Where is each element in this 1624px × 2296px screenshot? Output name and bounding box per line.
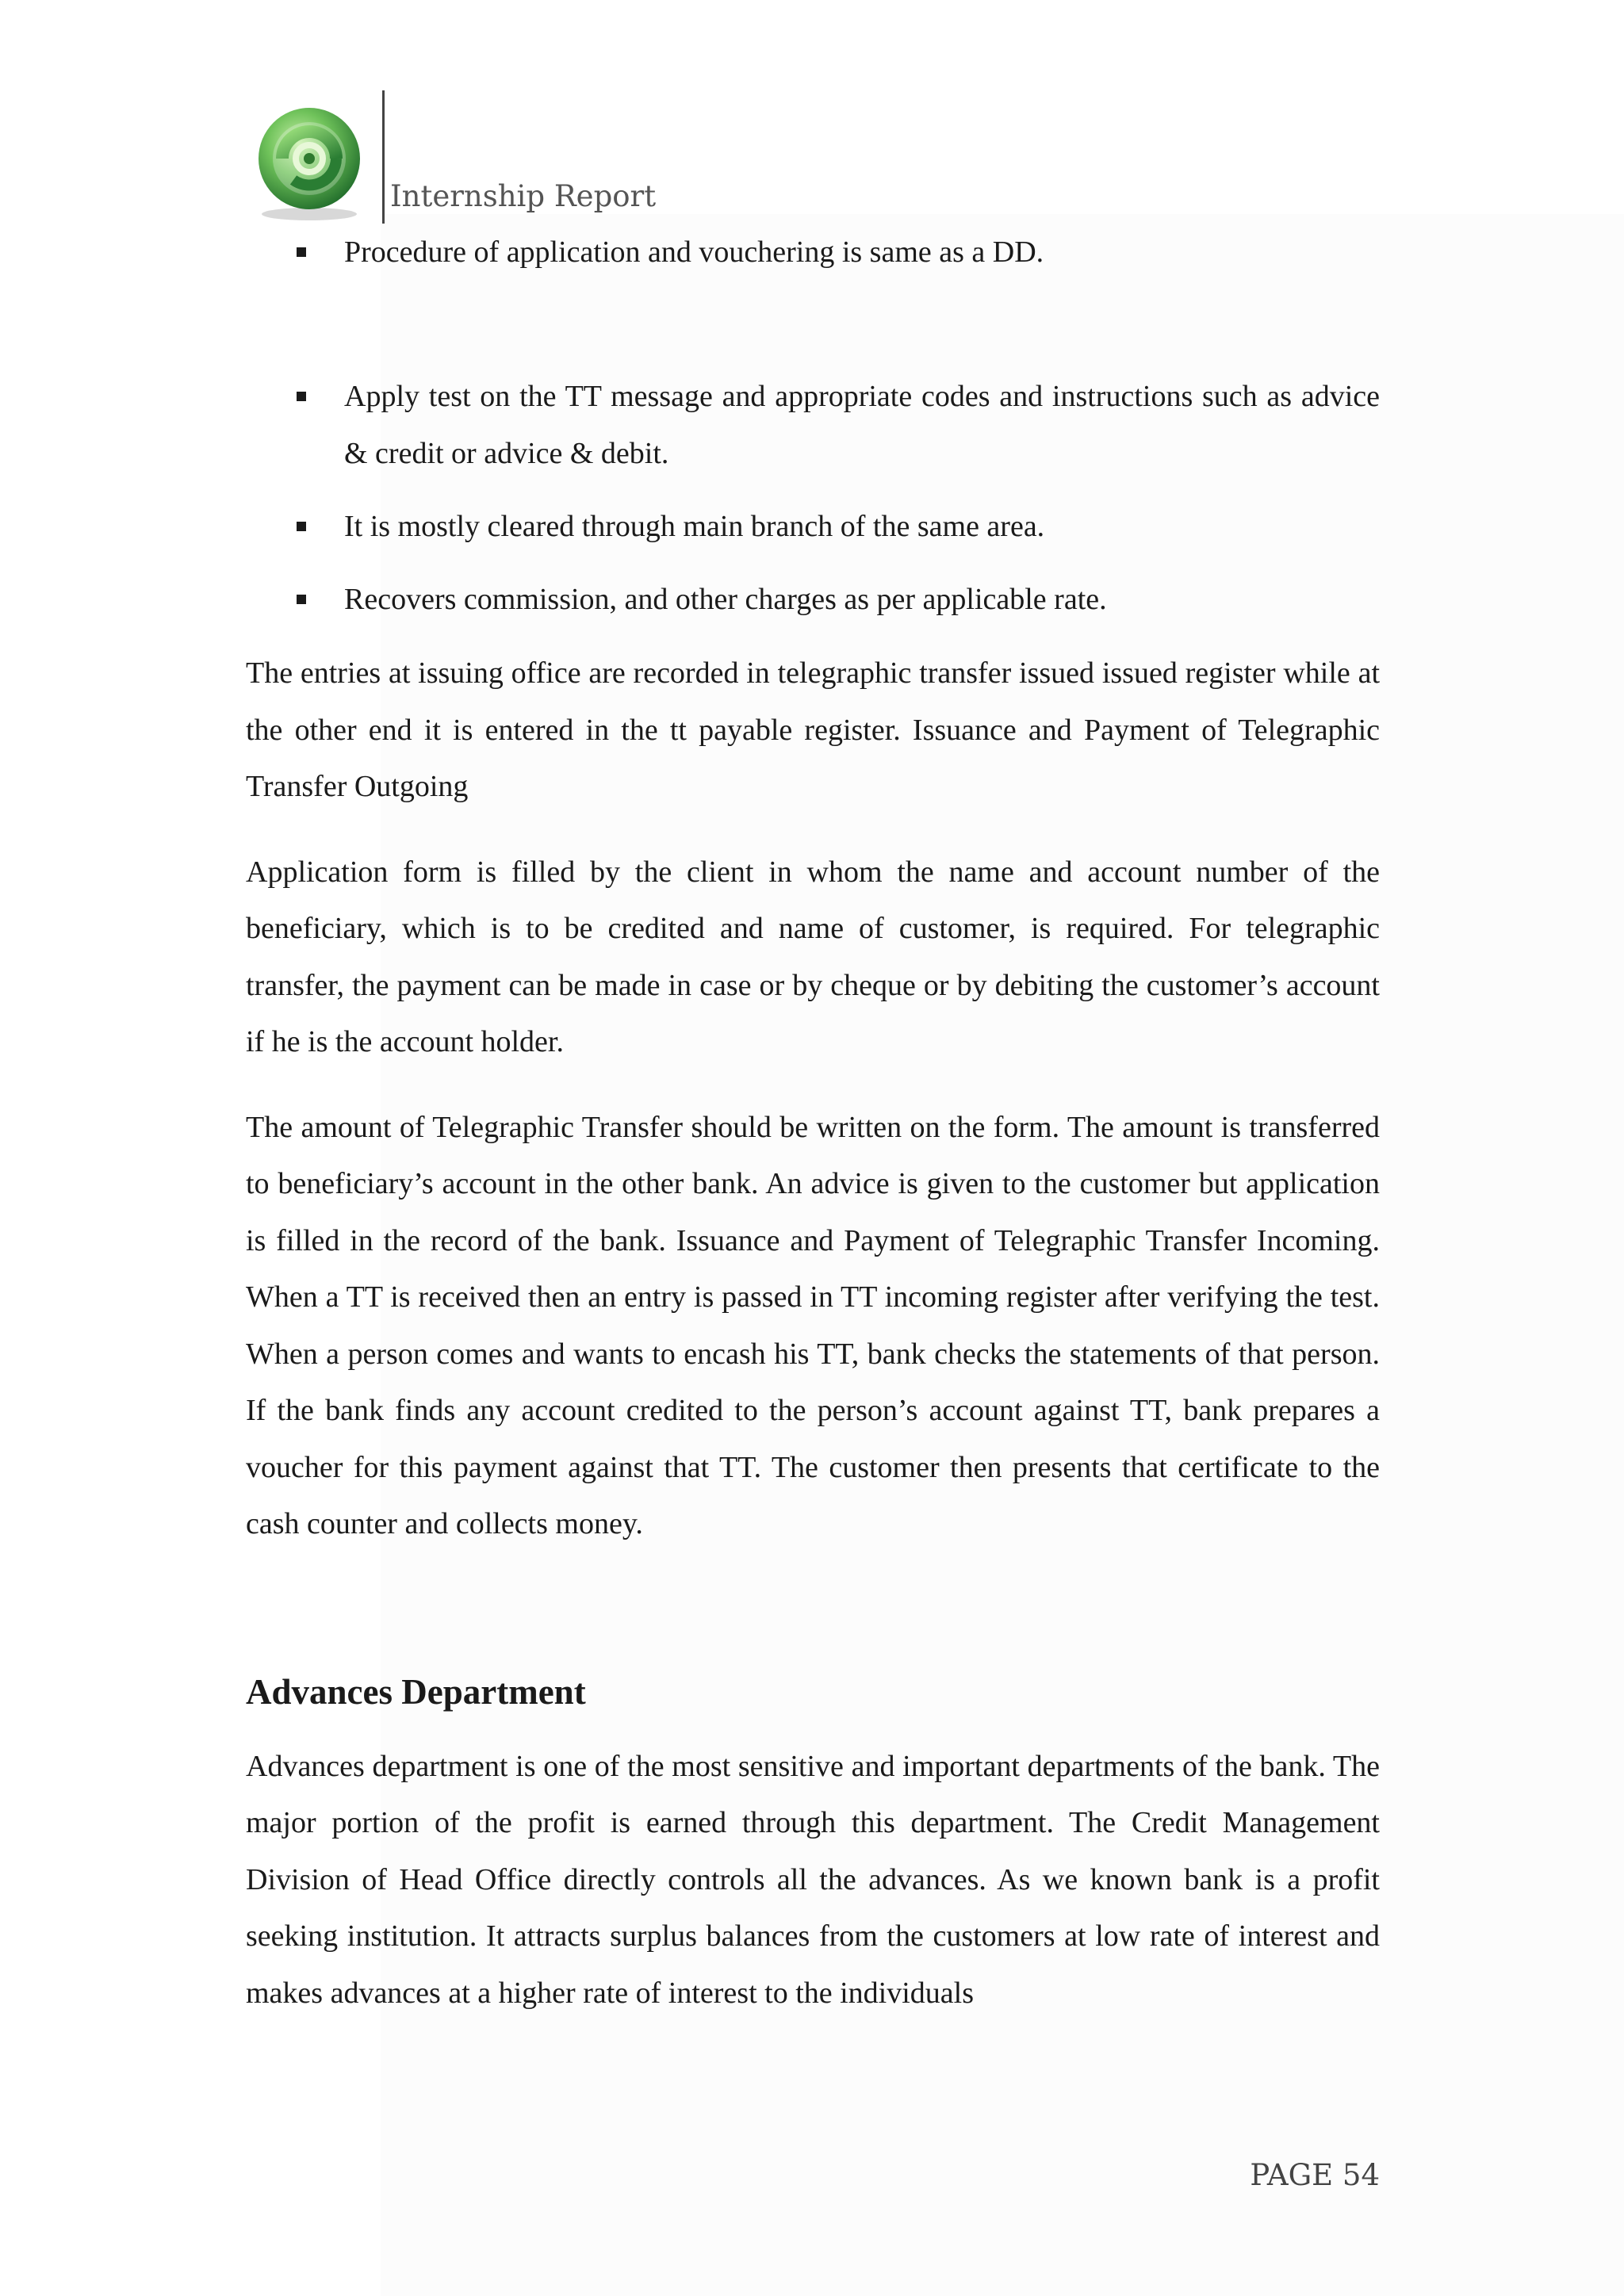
square-bullet-icon: [297, 522, 306, 531]
section-paragraph: Advances department is one of the most sensitive and important departments of the bank. The major portion of the profit is earned through this department. The Credit Management Division of Head Office directly controls all the advances. As we known bank is a profit seeking institution. It attracts surplus balances from the customers at low rate of interest and makes advances at a higher rate of interest to the individuals: [246, 1749, 1380, 2010]
body-paragraph: The amount of Telegraphic Transfer should be written on the form. The amount is transferred to beneficiary’s account in the other bank. An advice is given to the customer but application is filled in the record of the bank. Issuance and Payment of Telegraphic Transfer Incoming. When a TT is received then an entry is passed in TT incoming register after verifying the test. When a person comes and wants to encash his TT, bank checks the statements of that person. If the bank finds any account credited to the person’s account against TT, bank prepares a voucher for this payment against that TT. The customer then presents that certificate to the cash counter and collects money.: [246, 1110, 1380, 1540]
list-item-text: Apply test on the TT message and appropriate codes and instructions such as advice & credit or advice & debit.: [344, 380, 1380, 470]
square-bullet-icon: [297, 247, 306, 257]
bank-logo-icon: [243, 98, 376, 224]
header-title: Internship Report: [390, 179, 657, 213]
list-item: [246, 224, 1380, 281]
page-content: [246, 224, 1380, 2050]
list-item-text: Recovers commission, and other charges as per applicable rate.: [344, 583, 1107, 616]
list-item-text: It is mostly cleared through main branch of the same area.: [344, 510, 1045, 543]
square-bullet-icon: [297, 595, 306, 604]
list-item: [246, 571, 1380, 628]
square-bullet-icon: [297, 392, 306, 401]
page-number: PAGE 54: [1250, 2158, 1380, 2192]
header-divider: [382, 90, 385, 224]
list-item: [246, 368, 1380, 482]
bullet-list: [246, 224, 1380, 628]
list-item-text: Procedure of application and vouchering is same as a DD.: [344, 235, 1044, 269]
body-paragraph: Application form is filled by the client in whom the name and account number of the beneficiary, which is to be credited and name of customer, is required. For telegraphic transfer, the payment can be made in case or by cheque or by debiting the customer’s account if he is the account holder.: [246, 855, 1380, 1058]
body-paragraph: The entries at issuing office are recorded in telegraphic transfer issued issued register while at the other end it is entered in the tt payable register. Issuance and Payment of Telegraphic Transfer Outgoing: [246, 656, 1380, 803]
page-header: [243, 87, 687, 230]
list-item: [246, 498, 1380, 555]
section-heading: Advances Department: [246, 1671, 586, 1712]
